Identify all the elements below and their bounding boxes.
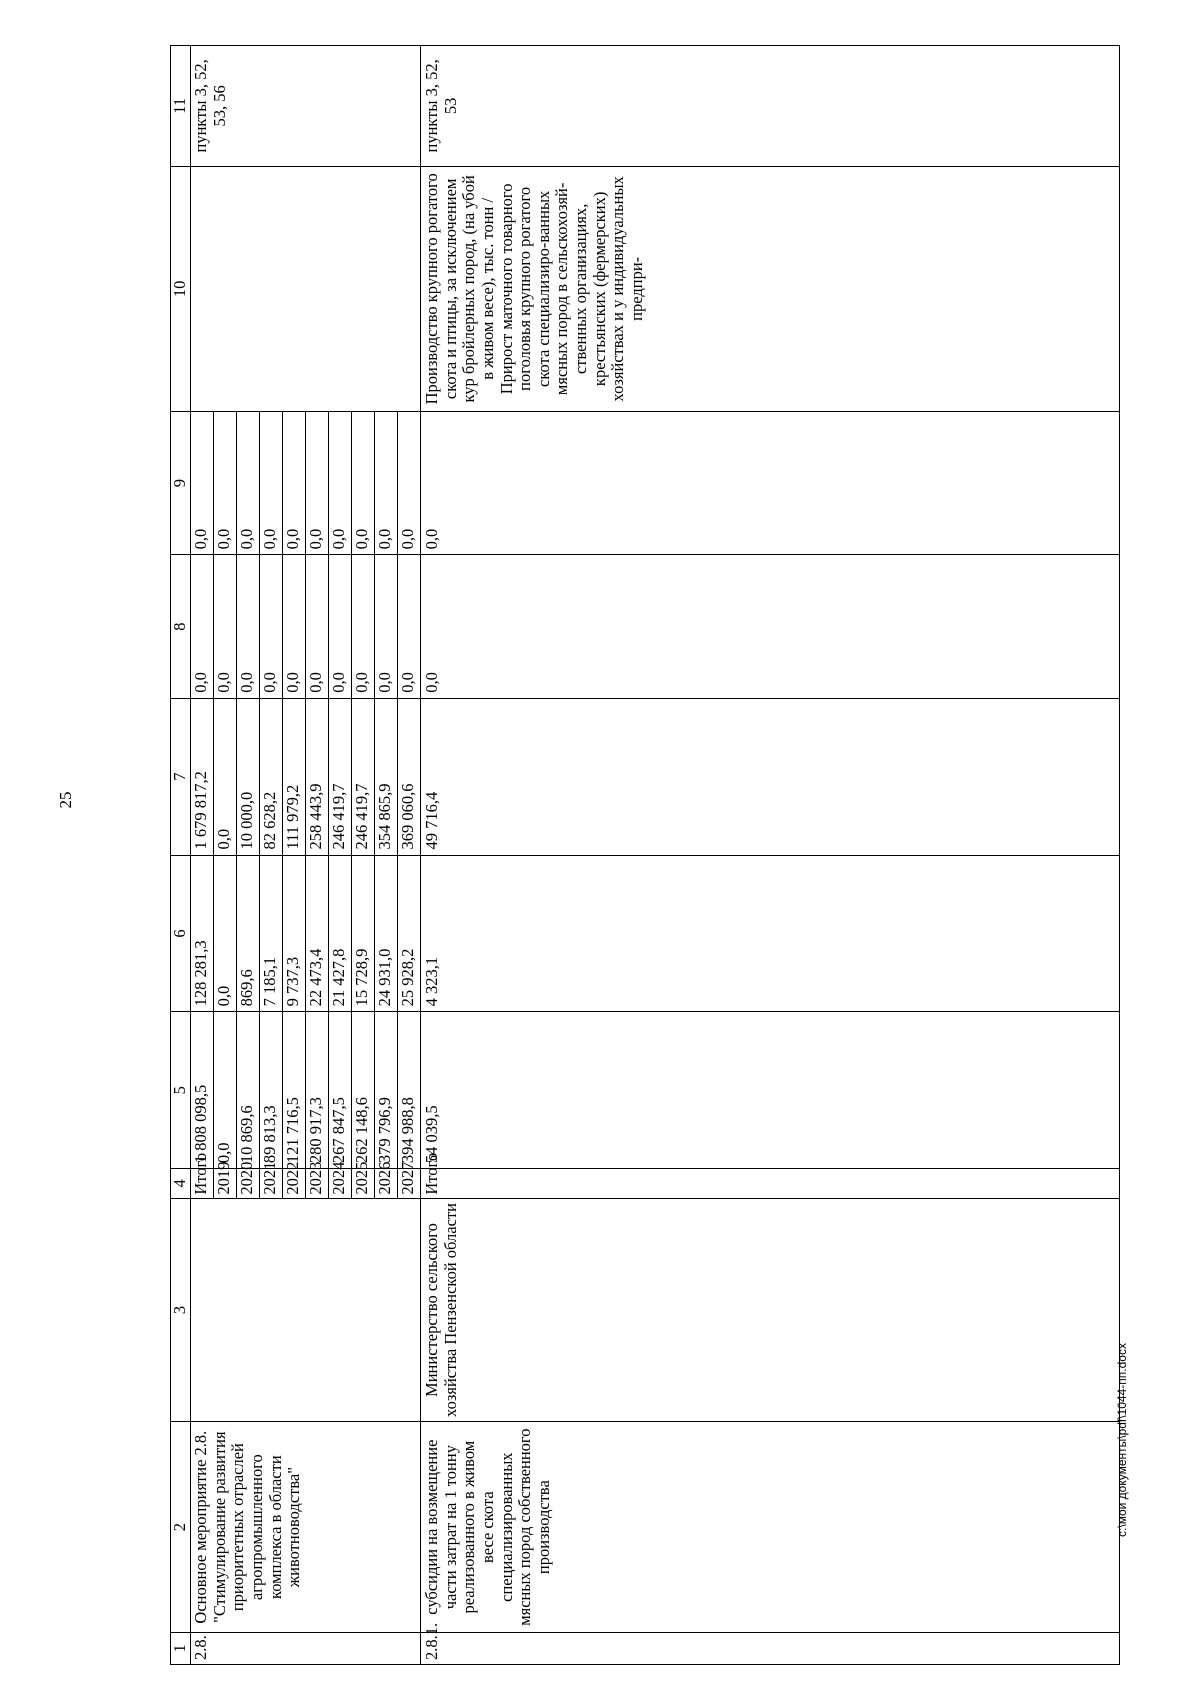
table-row — [191, 46, 214, 1665]
header-col-8: 8 — [171, 555, 191, 698]
amount-local: 0,0 — [214, 555, 237, 698]
amount-regional: 0,0 — [214, 855, 237, 1012]
amount-local: 0,0 — [421, 555, 1120, 698]
year-cell: Итого — [191, 1169, 214, 1198]
executor: Министерство сельского хозяйства Пензенской области — [421, 1198, 1120, 1422]
amount-federal: 369 060,6 — [398, 698, 421, 855]
amount-local: 0,0 — [398, 555, 421, 698]
amount-total: 280 917,3 — [306, 1012, 329, 1169]
amount-local: 0,0 — [375, 555, 398, 698]
year-cell: 2019 — [214, 1169, 237, 1198]
amount-total: 10 869,6 — [237, 1012, 260, 1169]
amount-total: 0,0 — [214, 1012, 237, 1169]
amount-federal: 49 716,4 — [421, 698, 1120, 855]
amount-local: 0,0 — [191, 555, 214, 698]
year-cell: 2023 — [306, 1169, 329, 1198]
header-col-11: 11 — [171, 46, 191, 167]
header-col-1: 1 — [171, 1632, 191, 1664]
amount-total: 394 988,8 — [398, 1012, 421, 1169]
amount-total: 379 796,9 — [375, 1012, 398, 1169]
year-cell: Итого — [421, 1169, 1120, 1198]
amount-total: 1 808 098,5 — [191, 1012, 214, 1169]
header-col-9: 9 — [171, 411, 191, 554]
header-col-7: 7 — [171, 698, 191, 855]
footer-file-path: c:\мои документы\pdf\1044-пп.docx — [1115, 1343, 1129, 1537]
amount-other: 0,0 — [260, 411, 283, 554]
activity-name: субсидии на возмещение части затрат на 1 тонну реализованного в живом весе скота специализированных мясных пород собственного производства — [421, 1422, 1120, 1632]
row-number: 2.8.1. — [421, 1632, 1120, 1664]
amount-other: 0,0 — [283, 411, 306, 554]
amount-local: 0,0 — [260, 555, 283, 698]
amount-regional: 128 281,3 — [191, 855, 214, 1012]
year-cell: 2021 — [260, 1169, 283, 1198]
page-number: 25 — [56, 791, 75, 809]
header-col-2: 2 — [171, 1422, 191, 1632]
amount-regional: 7 185,1 — [260, 855, 283, 1012]
amount-other: 0,0 — [191, 411, 214, 554]
header-col-3: 3 — [171, 1198, 191, 1422]
rotated-table-container — [170, 45, 1120, 1665]
header-row — [171, 46, 191, 1665]
amount-federal: 354 865,9 — [375, 698, 398, 855]
year-cell: 2025 — [352, 1169, 375, 1198]
program-table — [170, 45, 1120, 1665]
amount-other: 0,0 — [306, 411, 329, 554]
table-row — [421, 46, 1120, 1665]
amount-regional: 9 737,3 — [283, 855, 306, 1012]
year-cell: 2027 — [398, 1169, 421, 1198]
amount-regional: 25 928,2 — [398, 855, 421, 1012]
amount-other: 0,0 — [214, 411, 237, 554]
amount-local: 0,0 — [237, 555, 260, 698]
amount-regional: 22 473,4 — [306, 855, 329, 1012]
header-col-5: 5 — [171, 1012, 191, 1169]
amount-other: 0,0 — [375, 411, 398, 554]
legal-points: пункты 3, 52, 53 — [421, 46, 1120, 167]
amount-federal: 1 679 817,2 — [191, 698, 214, 855]
row-number: 2.8. — [191, 1632, 421, 1664]
indicator: Производство крупного рогатого скота и птицы, за исключением кур бройлерных пород, (на убой в живом весе), тыс. тонн / Прирост маточного товарного поголовья крупного рогатого скота специализиро-ванных мясных пород в сельскохозяй-ственных организациях, крестьянских (фермерских) хозяйствах и у индивидуальных предпри- — [421, 166, 1120, 411]
amount-other: 0,0 — [352, 411, 375, 554]
amount-federal: 82 628,2 — [260, 698, 283, 855]
amount-total: 267 847,5 — [329, 1012, 352, 1169]
amount-regional: 869,6 — [237, 855, 260, 1012]
header-col-10: 10 — [171, 166, 191, 411]
amount-regional: 15 728,9 — [352, 855, 375, 1012]
amount-total: 89 813,3 — [260, 1012, 283, 1169]
year-cell: 2022 — [283, 1169, 306, 1198]
amount-local: 0,0 — [306, 555, 329, 698]
amount-other: 0,0 — [329, 411, 352, 554]
amount-federal: 246 419,7 — [329, 698, 352, 855]
legal-points: пункты 3, 52, 53, 56 — [191, 46, 421, 167]
amount-local: 0,0 — [352, 555, 375, 698]
amount-federal: 111 979,2 — [283, 698, 306, 855]
header-col-6: 6 — [171, 855, 191, 1012]
amount-other: 0,0 — [421, 411, 1120, 554]
amount-local: 0,0 — [329, 555, 352, 698]
year-cell: 2020 — [237, 1169, 260, 1198]
amount-regional: 24 931,0 — [375, 855, 398, 1012]
amount-regional: 21 427,8 — [329, 855, 352, 1012]
activity-name: Основное мероприятие 2.8. "Стимулирование развития приоритетных отраслей агропромышленного комплекса в области животноводства" — [191, 1422, 421, 1632]
amount-total: 121 716,5 — [283, 1012, 306, 1169]
amount-regional: 4 323,1 — [421, 855, 1120, 1012]
amount-federal: 246 419,7 — [352, 698, 375, 855]
year-cell: 2024 — [329, 1169, 352, 1198]
amount-federal: 10 000,0 — [237, 698, 260, 855]
amount-other: 0,0 — [237, 411, 260, 554]
amount-other: 0,0 — [398, 411, 421, 554]
amount-total: 54 039,5 — [421, 1012, 1120, 1169]
year-cell: 2026 — [375, 1169, 398, 1198]
amount-local: 0,0 — [283, 555, 306, 698]
executor — [191, 1198, 421, 1422]
amount-federal: 258 443,9 — [306, 698, 329, 855]
header-col-4: 4 — [171, 1169, 191, 1198]
indicator — [191, 166, 421, 411]
amount-total: 262 148,6 — [352, 1012, 375, 1169]
amount-federal: 0,0 — [214, 698, 237, 855]
